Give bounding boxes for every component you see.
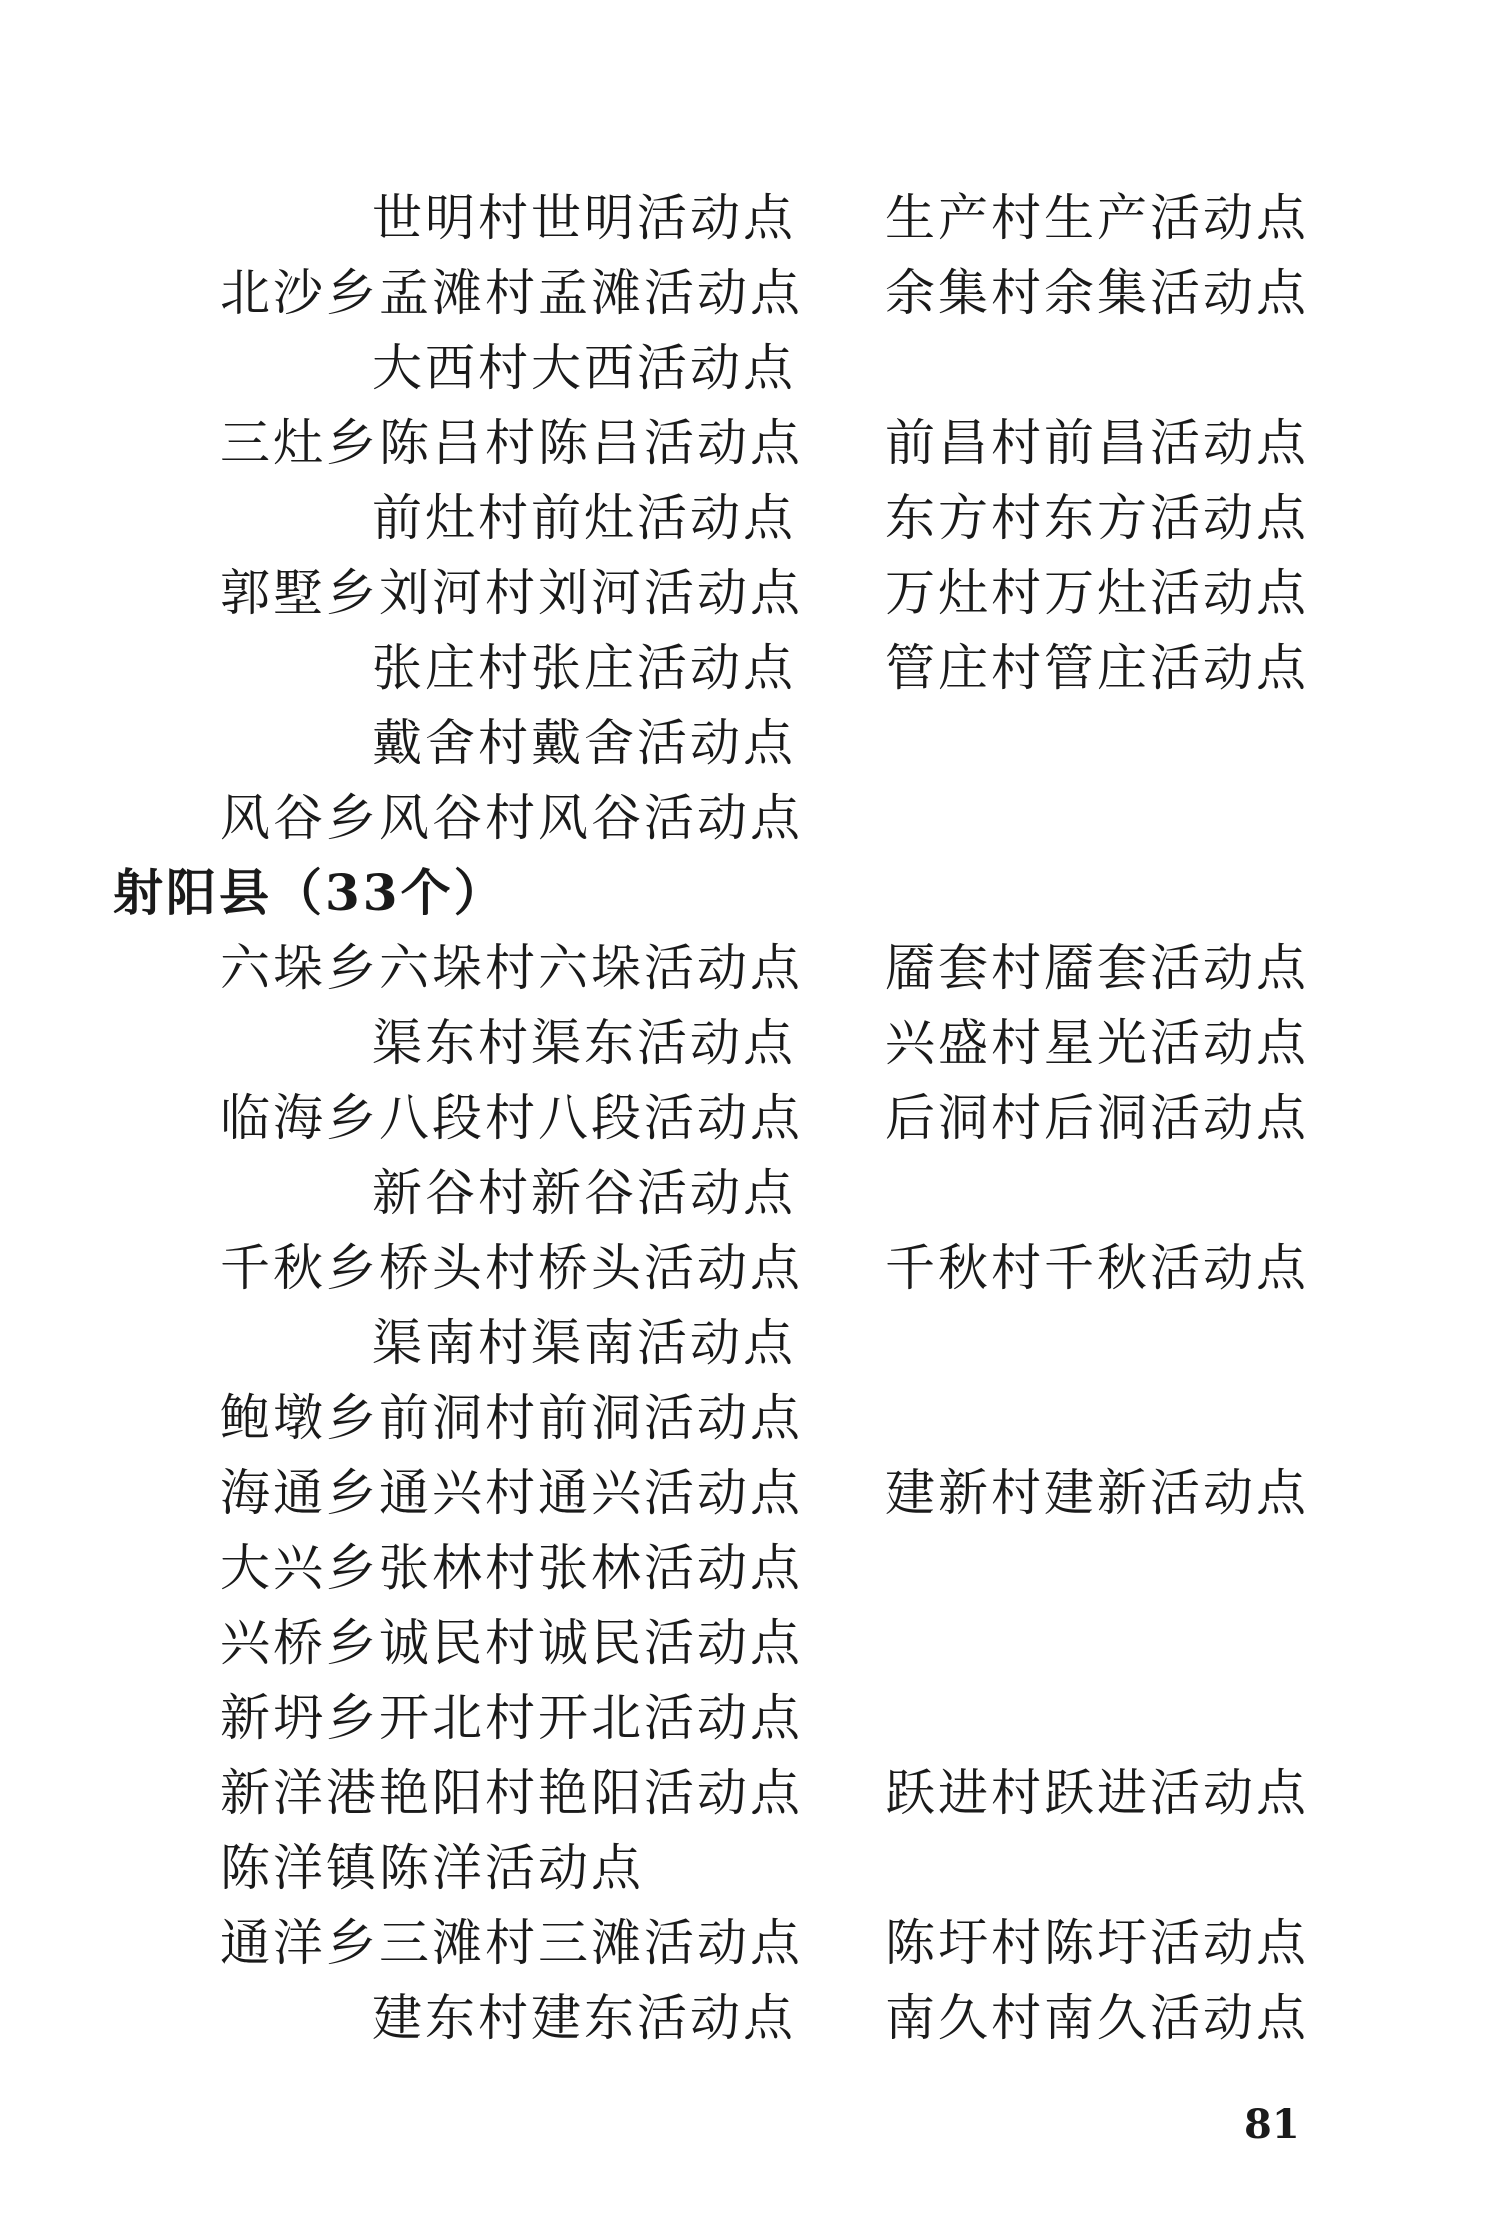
entry-right: 千秋村千秋活动点 — [885, 1239, 1309, 1297]
entry-left: 戴舍村戴舍活动点 — [372, 714, 796, 772]
entry-row — [0, 258, 1500, 328]
entry-right: 东方村东方活动点 — [885, 489, 1309, 547]
entry-row — [0, 483, 1500, 553]
entry-left: 新洋港艳阳村艳阳活动点 — [220, 1764, 803, 1822]
entry-row — [0, 558, 1500, 628]
entry-left: 渠南村渠南活动点 — [372, 1314, 796, 1372]
entry-row — [0, 933, 1500, 1003]
entry-left: 兴桥乡诚民村诚民活动点 — [220, 1614, 803, 1672]
entry-row — [0, 1233, 1500, 1303]
entry-row — [0, 1008, 1500, 1078]
entry-right: 靥套村靥套活动点 — [885, 939, 1309, 997]
entry-row — [0, 1908, 1500, 1978]
entry-left: 新坍乡开北村开北活动点 — [220, 1689, 803, 1747]
entry-left: 大兴乡张林村张林活动点 — [220, 1539, 803, 1597]
entry-left: 通洋乡三滩村三滩活动点 — [220, 1914, 803, 1972]
page-number: 81 — [1244, 2101, 1300, 2148]
entry-left: 建东村建东活动点 — [372, 1989, 796, 2047]
entry-row — [0, 333, 1500, 403]
entry-row — [0, 633, 1500, 703]
entry-row — [0, 708, 1500, 778]
entry-row — [0, 1158, 1500, 1228]
entry-row — [0, 1308, 1500, 1378]
entry-row — [0, 1383, 1500, 1453]
entry-right: 陈圩村陈圩活动点 — [885, 1914, 1309, 1972]
entry-left: 鲍墩乡前洞村前洞活动点 — [220, 1389, 803, 1447]
entry-left: 海通乡通兴村通兴活动点 — [220, 1464, 803, 1522]
entry-right: 建新村建新活动点 — [885, 1464, 1309, 1522]
entry-left: 风谷乡风谷村风谷活动点 — [220, 789, 803, 847]
entry-right: 余集村余集活动点 — [885, 264, 1309, 322]
entry-row — [0, 1758, 1500, 1828]
county-heading: 射阳县（33个） — [113, 863, 507, 922]
entry-right: 南久村南久活动点 — [885, 1989, 1309, 2047]
county-heading-row — [0, 858, 1500, 928]
entry-left: 郭墅乡刘河村刘河活动点 — [220, 564, 803, 622]
entry-left: 陈洋镇陈洋活动点 — [220, 1839, 644, 1897]
entry-row — [0, 1458, 1500, 1528]
entry-left: 临海乡八段村八段活动点 — [220, 1089, 803, 1147]
entry-right: 管庄村管庄活动点 — [885, 639, 1309, 697]
entry-row — [0, 1683, 1500, 1753]
entry-right: 兴盛村星光活动点 — [885, 1014, 1309, 1072]
entry-left: 三灶乡陈吕村陈吕活动点 — [220, 414, 803, 472]
entry-row — [0, 1833, 1500, 1903]
entry-row — [0, 183, 1500, 253]
entry-left: 千秋乡桥头村桥头活动点 — [220, 1239, 803, 1297]
entry-row — [0, 1608, 1500, 1678]
entry-right: 后洞村后洞活动点 — [885, 1089, 1309, 1147]
entry-row — [0, 783, 1500, 853]
entry-left: 世明村世明活动点 — [372, 189, 796, 247]
entry-left: 张庄村张庄活动点 — [372, 639, 796, 697]
entry-left: 大西村大西活动点 — [372, 339, 796, 397]
entry-row — [0, 1983, 1500, 2053]
entry-row — [0, 1533, 1500, 1603]
entry-right: 生产村生产活动点 — [885, 189, 1309, 247]
entry-left: 北沙乡孟滩村孟滩活动点 — [220, 264, 803, 322]
entry-right: 跃进村跃进活动点 — [885, 1764, 1309, 1822]
entry-left: 前灶村前灶活动点 — [372, 489, 796, 547]
entry-row — [0, 1083, 1500, 1153]
entry-left: 六垛乡六垛村六垛活动点 — [220, 939, 803, 997]
entry-left: 渠东村渠东活动点 — [372, 1014, 796, 1072]
entry-right: 万灶村万灶活动点 — [885, 564, 1309, 622]
entry-right: 前昌村前昌活动点 — [885, 414, 1309, 472]
entry-row — [0, 408, 1500, 478]
entry-left: 新谷村新谷活动点 — [372, 1164, 796, 1222]
